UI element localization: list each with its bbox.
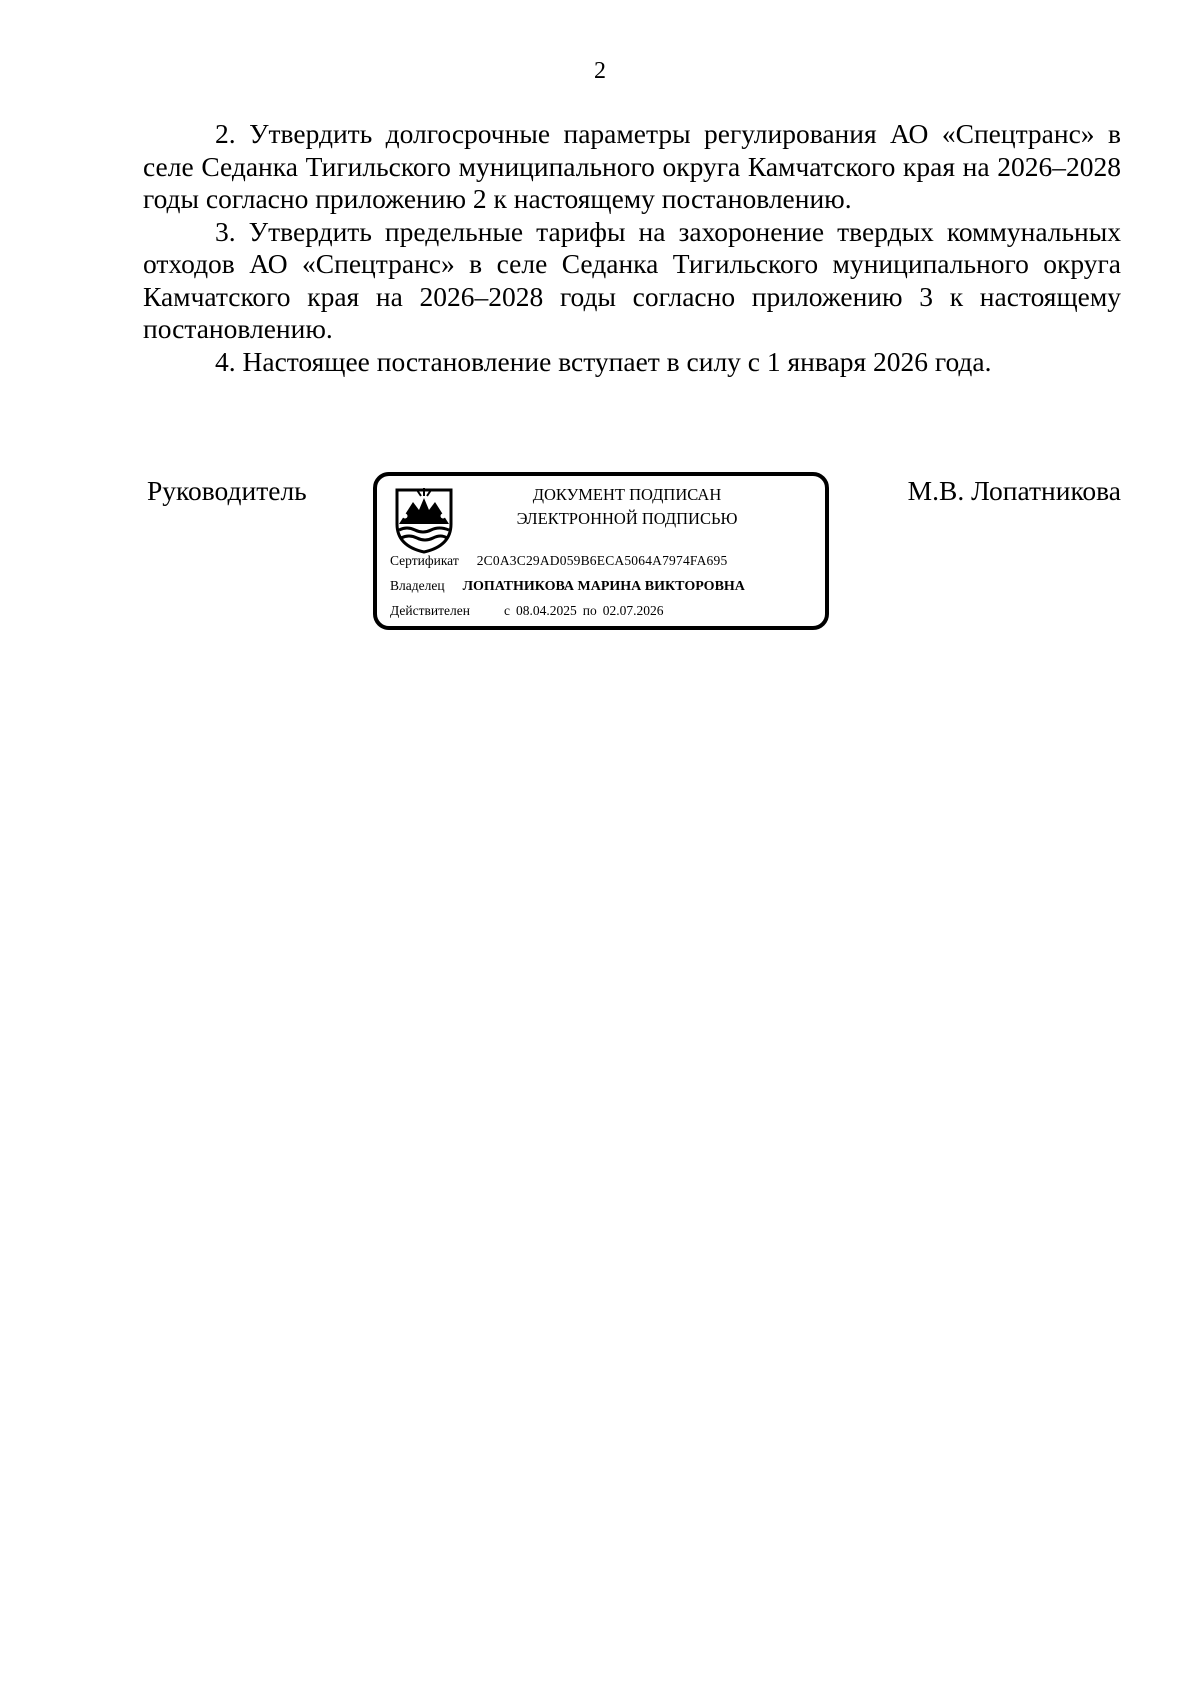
kamchatka-coat-of-arms-icon (391, 484, 457, 554)
document-body (143, 118, 1121, 378)
paragraph-2: 2. Утвердить долгосрочные параметры регулирования АО «Спецтранс» в селе Седанка Тигильского муниципального округа Камчатского края на 2026–2028 годы согласно приложению 2 к настоящему постановлению. (143, 118, 1121, 214)
owner-value: ЛОПАТНИКОВА МАРИНА ВИКТОРОВНА (462, 579, 745, 594)
validity-label: Действителен (390, 603, 470, 618)
valid-from-prefix: с (504, 603, 510, 618)
signatory-name: М.В. Лопатникова (907, 475, 1121, 506)
stamp-validity-row (390, 602, 663, 620)
paragraph-3: 3. Утвердить предельные тарифы на захоронение твердых коммунальных отходов АО «Спецтранс» в селе Седанка Тигильского муниципального округа Камчатского края на 2026–2028 годы согласно приложению 3 к настоящему постановлению. (143, 215, 1121, 344)
valid-to-date: 02.07.2026 (602, 603, 664, 618)
stamp-certificate-row (390, 552, 727, 570)
paragraph-4: 4. Настоящее постановление вступает в силу с 1 января 2026 года. (215, 345, 992, 377)
certificate-value: 2C0A3C29AD059B6ECA5064A7974FA695 (476, 553, 728, 568)
stamp-heading (477, 483, 777, 531)
page-number: 2 (594, 58, 606, 84)
stamp-heading-line2: ЭЛЕКТРОННОЙ ПОДПИСЬЮ (516, 509, 738, 528)
certificate-label: Сертификат (390, 553, 459, 568)
signatory-position: Руководитель (147, 475, 307, 506)
owner-label: Владелец (390, 578, 445, 593)
valid-from-date: 08.04.2025 (516, 603, 577, 618)
stamp-owner-row (390, 577, 745, 596)
stamp-heading-line1: ДОКУМЕНТ ПОДПИСАН (532, 485, 722, 504)
valid-to-prefix: по (582, 603, 597, 618)
electronic-signature-stamp (373, 472, 829, 630)
